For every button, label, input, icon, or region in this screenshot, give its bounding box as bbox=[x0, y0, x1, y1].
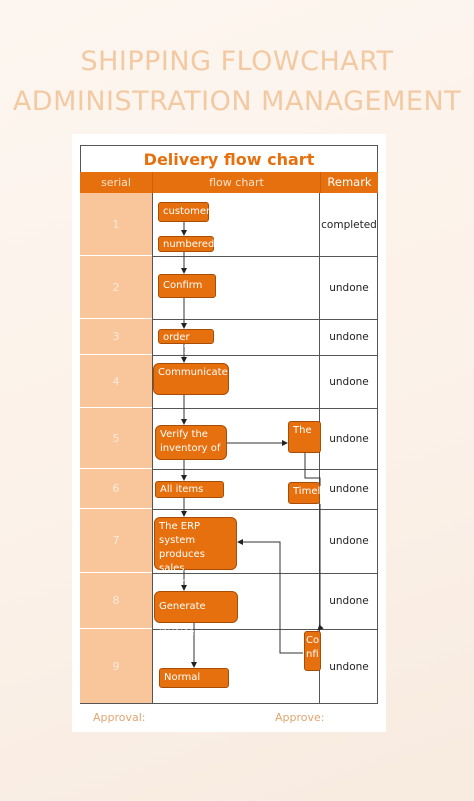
remark-cell-4: undone bbox=[329, 375, 369, 388]
serial-cell-8: 8 bbox=[80, 573, 152, 629]
approval-label: Approval: bbox=[93, 711, 146, 724]
node-communicate: Communicate bbox=[153, 363, 229, 395]
table-title: Delivery flow chart bbox=[80, 145, 378, 172]
serial-cell-9: 9 bbox=[80, 629, 152, 704]
node-the: The bbox=[288, 421, 321, 453]
approve-label: Approve: bbox=[275, 711, 325, 724]
node-all-items: All items are bbox=[155, 481, 224, 498]
node-erp-system: The ERP system produces sales orders, prints bbox=[154, 517, 237, 570]
serial-cell-7: 7 bbox=[80, 509, 152, 573]
remark-cell-3: undone bbox=[329, 331, 369, 343]
remark-cell-2: undone bbox=[329, 281, 369, 294]
column-header-serial: serial bbox=[80, 172, 152, 193]
column-header-remark: Remark bbox=[320, 172, 378, 193]
node-verify: Verify the inventory of bbox=[155, 425, 227, 460]
node-timel: Timel bbox=[288, 482, 320, 504]
arrow-timel-confi bbox=[318, 504, 320, 630]
node-customer: customer bbox=[158, 202, 209, 222]
serial-cell-6: 6 bbox=[80, 469, 152, 509]
serial-cell-5: 5 bbox=[80, 408, 152, 469]
remark-cell-9: undone bbox=[329, 660, 369, 673]
page-heading-line-1: SHIPPING FLOWCHART bbox=[80, 46, 394, 77]
remark-cell-5: undone bbox=[329, 432, 369, 445]
node-order-entry: order entry bbox=[158, 329, 214, 344]
node-confirm: Confirm bbox=[158, 274, 216, 298]
arrow-the-timel bbox=[305, 452, 320, 486]
remark-cell-1: completed bbox=[321, 218, 377, 231]
serial-cell-3: 3 bbox=[80, 319, 152, 355]
node-normal: Normal bbox=[159, 668, 229, 688]
serial-cell-1: 1 bbox=[80, 193, 152, 256]
remark-cell-7: undone bbox=[329, 535, 369, 547]
remark-cell-6: undone bbox=[329, 483, 369, 495]
serial-cell-4: 4 bbox=[80, 355, 152, 408]
node-confi: Co nfi bbox=[304, 631, 321, 671]
arrow-confi-erp bbox=[238, 542, 303, 653]
page-heading-line-2: ADMINISTRATION MANAGEMENT bbox=[12, 86, 462, 117]
column-header-flow: flow chart bbox=[152, 172, 320, 193]
serial-cell-2: 2 bbox=[80, 256, 152, 319]
remark-cell-8: undone bbox=[329, 595, 369, 607]
node-numbered: numbered bbox=[158, 236, 214, 252]
node-generate-invoice: Generate invoice bbox=[154, 591, 238, 623]
